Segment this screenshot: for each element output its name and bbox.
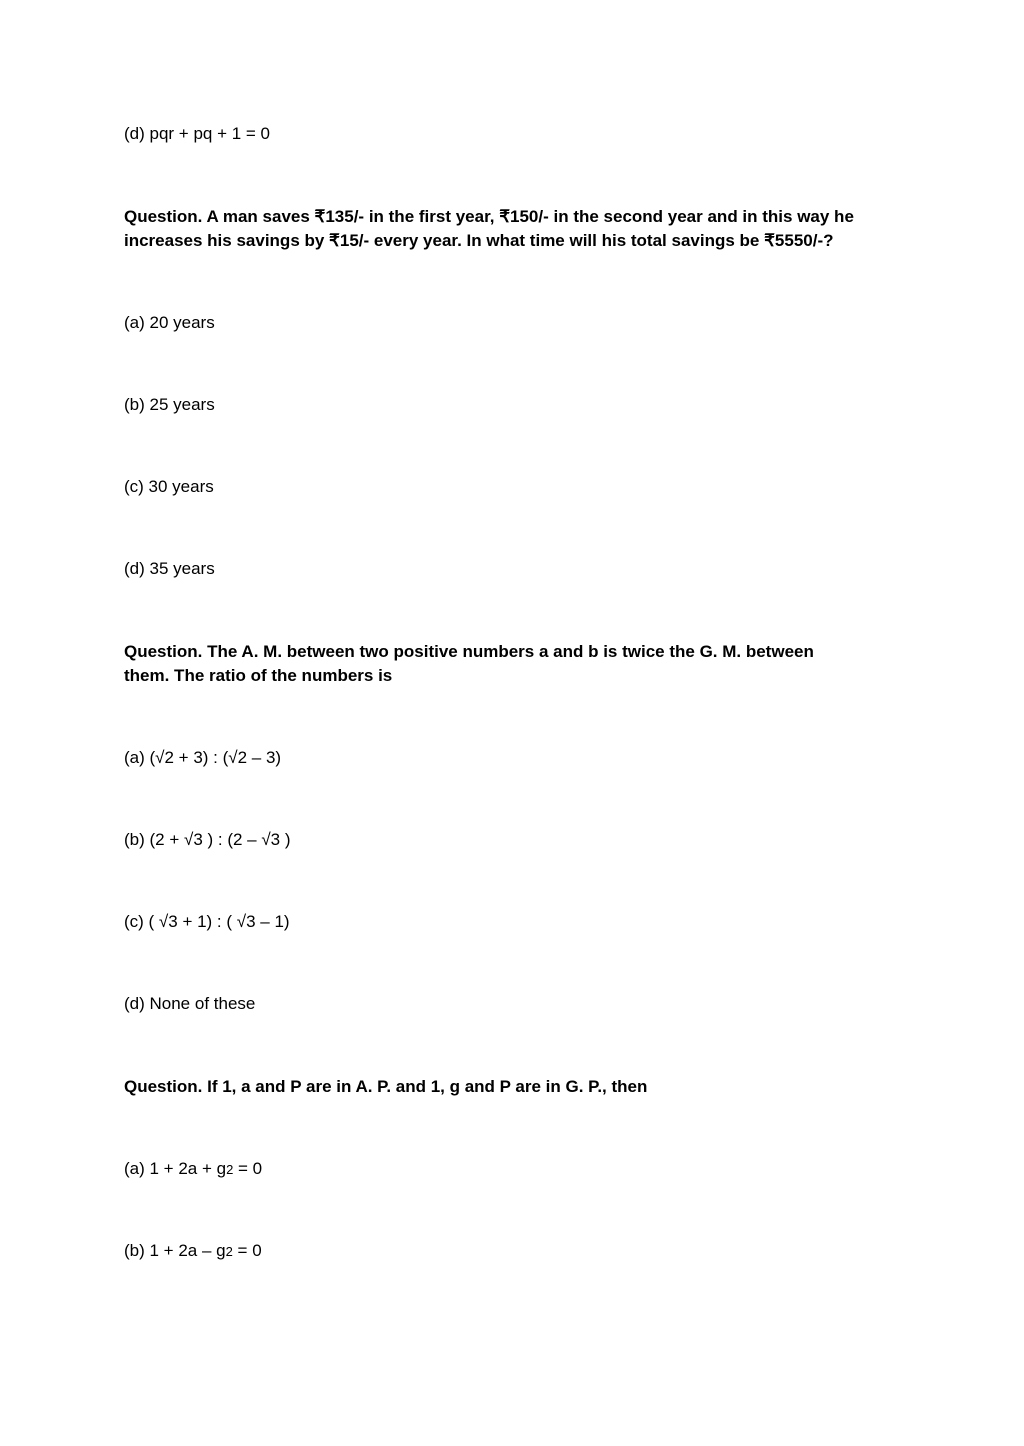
q2-option-c: (c) ( √3 + 1) : ( √3 – 1) (124, 912, 290, 931)
q1-option-a: (a) 20 years (124, 313, 215, 332)
question-1-line-2: increases his savings by ₹15/- every year. In what time will his total savings be ₹5550/-? (124, 231, 834, 250)
q1-option-c: (c) 30 years (124, 477, 214, 496)
q1-option-d: (d) 35 years (124, 559, 215, 578)
question-2-line-2: them. The ratio of the numbers is (124, 666, 393, 685)
question-2 (124, 640, 914, 688)
q1-option-b: (b) 25 years (124, 395, 215, 414)
q2-option-d: (d) None of these (124, 994, 256, 1013)
question-1 (124, 205, 914, 253)
question-3 (124, 1075, 914, 1099)
option-d-prev: (d) pqr + pq + 1 = 0 (124, 124, 271, 143)
question-1-line-1: Question. A man saves ₹135/- in the first year, ₹150/- in the second year and in this way he (124, 207, 854, 226)
question-3-line-1: Question. If 1, a and P are in A. P. and 1, g and P are in G. P., then (124, 1077, 648, 1096)
q3-option-b: (b) 1 + 2a – g2 = 0 (124, 1241, 262, 1260)
question-2-line-1: Question. The A. M. between two positive numbers a and b is twice the G. M. between (124, 642, 814, 661)
q3-option-a: (a) 1 + 2a + g2 = 0 (124, 1159, 263, 1178)
q2-option-a: (a) (√2 + 3) : (√2 – 3) (124, 748, 282, 767)
q2-option-b: (b) (2 + √3 ) : (2 – √3 ) (124, 830, 291, 849)
